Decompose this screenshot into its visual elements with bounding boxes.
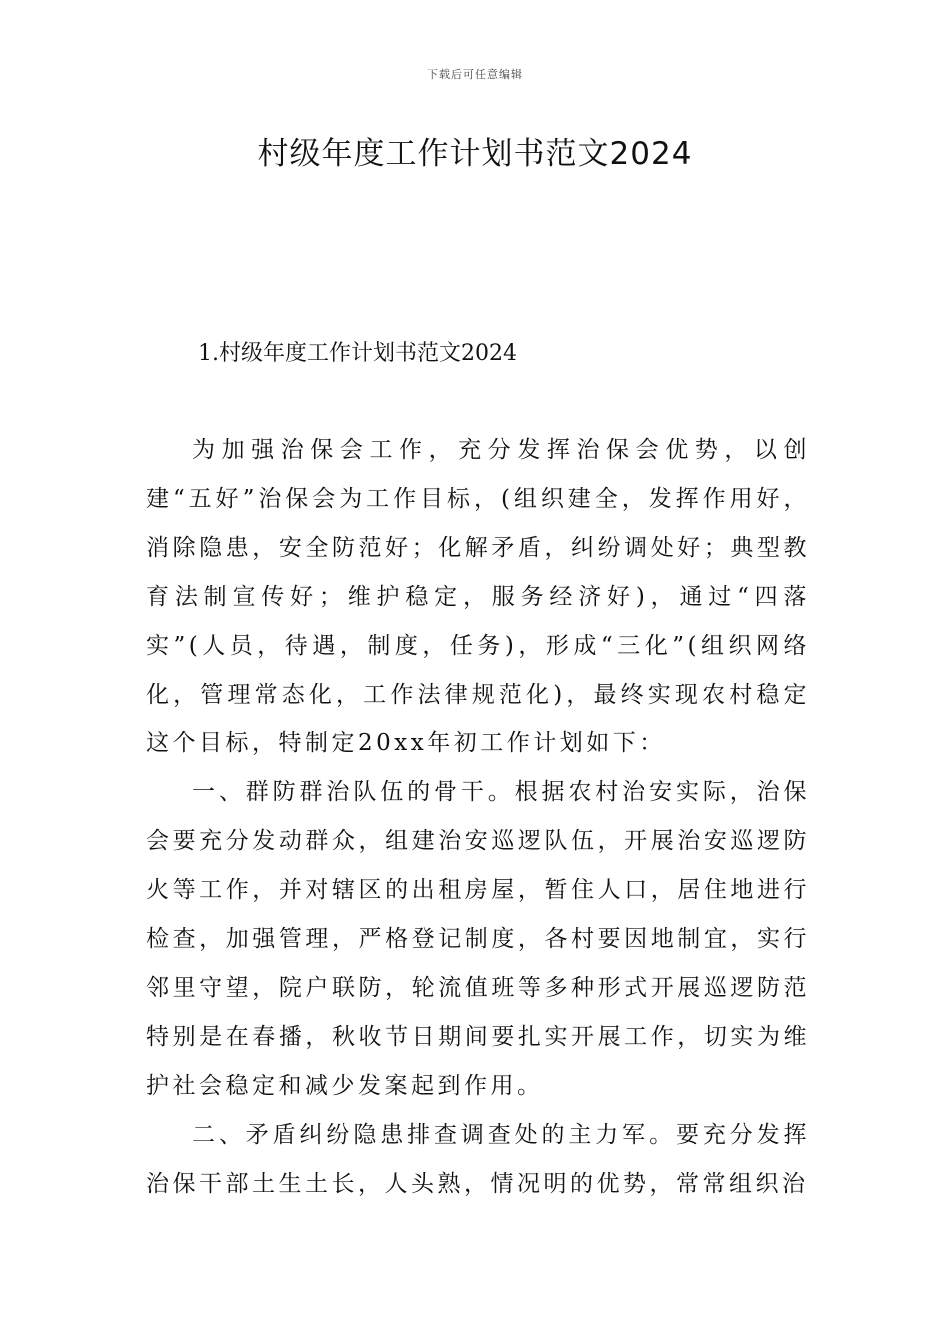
document-body (146, 426, 810, 1209)
paragraph: 二、矛盾纠纷隐患排查调查处的主力军。要充分发挥治保干部土生土长，人头熟，情况明的优势，常常组织治 (146, 1121, 810, 1197)
section-heading: 1.村级年度工作计划书范文2024 (198, 341, 517, 366)
document-title: 村级年度工作计划书范文2024 (257, 136, 693, 172)
paragraph: 一、群防群治队伍的骨干。根据农村治安实际，治保会要充分发动群众，组建治安巡逻队伍，开展治安巡逻防火等工作，并对辖区的出租房屋，暂住人口，居住地进行检查，加强管理，严格登记制度，各村要因地制宜，实行邻里守望，院户联防，轮流值班等多种形式开展巡逻防范特别是在春播，秋收节日期间要扎实开展工作，切实为维护社会稳定和减少发案起到作用。 (146, 779, 810, 1099)
header-note: 下载后可任意编辑 (427, 68, 523, 81)
paragraph: 为加强治保会工作，充分发挥治保会优势，以创建“五好”治保会为工作目标，(组织建全，发挥作用好，消除隐患，安全防范好；化解矛盾，纠纷调处好；典型教育法制宣传好；维护稳定，服务经济好)，通过“四落实”(人员，待遇，制度，任务)，形成“三化”(组织网络化，管理常态化，工作法律规范化)，最终实现农村稳定这个目标，特制定20xx年初工作计划如下： (146, 437, 810, 757)
